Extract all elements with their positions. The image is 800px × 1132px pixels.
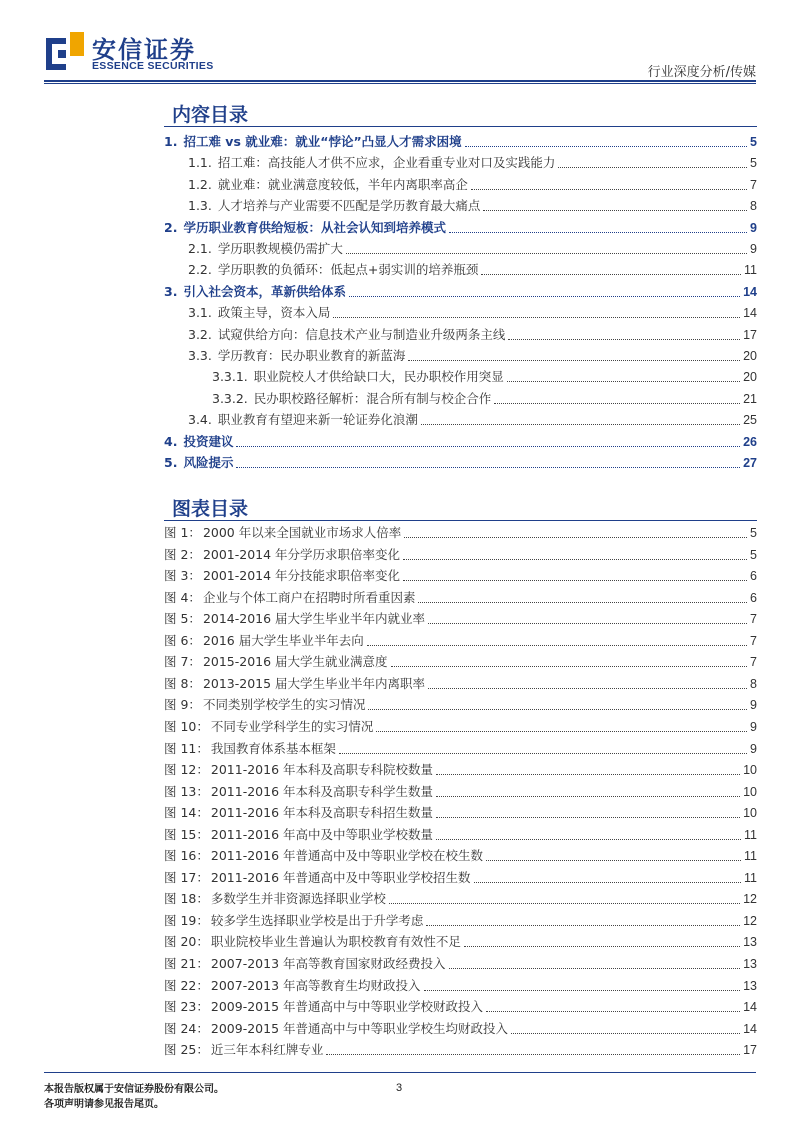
entry-title: 职业院校毕业生普遍认为职校教育有效性不足 (210, 934, 461, 949)
entry-title: 2007-2013 年高等教育国家财政经费投入 (210, 956, 446, 971)
toc-entry[interactable] (164, 219, 757, 237)
dot-leader (349, 296, 740, 297)
entry-page: 11 (744, 263, 757, 277)
entry-page: 8 (750, 199, 757, 213)
dot-leader (511, 1033, 740, 1034)
figure-entry[interactable] (164, 933, 757, 951)
entry-page: 11 (744, 828, 757, 842)
figure-entry[interactable] (164, 1041, 757, 1059)
toc-entry[interactable] (164, 433, 757, 451)
entry-number: 1.1. (188, 155, 212, 170)
toc-entry[interactable] (188, 347, 757, 365)
dot-leader (403, 559, 747, 560)
figure-entry[interactable] (164, 567, 757, 585)
dot-leader (236, 446, 740, 447)
entry-title: 企业与个体工商户在招聘时所看重因素 (202, 590, 416, 605)
entry-number: 3. (164, 284, 178, 299)
entry-title: 较多学生选择职业学校是出于升学考虑 (210, 913, 424, 928)
entry-number: 3.3.2. (212, 391, 248, 406)
entry-number: 图 19： (164, 913, 209, 928)
entry-page: 13 (743, 957, 757, 971)
entry-number: 图 5： (164, 611, 201, 626)
entry-number: 1.2. (188, 177, 212, 192)
dot-leader (436, 774, 740, 775)
figure-entry[interactable] (164, 696, 757, 714)
figure-entry[interactable] (164, 675, 757, 693)
dot-leader (436, 817, 740, 818)
toc-entry[interactable] (188, 197, 757, 215)
entry-page: 7 (750, 655, 757, 669)
entry-page: 12 (743, 892, 757, 906)
dot-leader (368, 709, 747, 710)
entry-number: 图 4： (164, 590, 201, 605)
entry-title: 我国教育体系基本框架 (210, 741, 336, 756)
page-number: 3 (396, 1082, 403, 1094)
entry-page: 10 (743, 785, 757, 799)
entry-number: 图 25： (164, 1042, 209, 1057)
entry-page: 8 (750, 677, 757, 691)
entry-number: 图 15： (164, 827, 209, 842)
figure-entry[interactable] (164, 804, 757, 822)
figures-title-rule (164, 520, 757, 521)
entry-title: 2000 年以来全国就业市场求人倍率 (202, 525, 402, 540)
dot-leader (558, 167, 747, 168)
entry-title: 不同专业学科学生的实习情况 (210, 719, 374, 734)
toc-entry[interactable] (164, 133, 757, 151)
dot-leader (486, 860, 741, 861)
entry-title: 2016 届大学生毕业半年去向 (202, 633, 364, 648)
entry-number: 3.3. (188, 348, 212, 363)
dot-leader (426, 925, 740, 926)
dot-leader (403, 580, 747, 581)
figure-entry[interactable] (164, 998, 757, 1016)
entry-number: 图 20： (164, 934, 209, 949)
dot-leader (389, 903, 740, 904)
entry-number: 图 21： (164, 956, 209, 971)
entry-page: 14 (743, 306, 757, 320)
entry-number: 3.4. (188, 412, 212, 427)
entry-number: 1. (164, 134, 178, 149)
brand-name-en: ESSENCE SECURITIES (92, 60, 214, 72)
dot-leader (428, 623, 747, 624)
toc-entry[interactable] (188, 304, 757, 322)
entry-page: 27 (743, 456, 757, 470)
dot-leader (418, 602, 747, 603)
entry-title: 2011-2016 年本科及高职专科学生数量 (210, 784, 433, 799)
entry-title: 风险提示 (183, 455, 234, 470)
entry-number: 图 17： (164, 870, 209, 885)
dot-leader (474, 882, 742, 883)
entry-number: 图 23： (164, 999, 209, 1014)
entry-title: 2001-2014 年分技能求职倍率变化 (202, 568, 401, 583)
entry-number: 图 7： (164, 654, 201, 669)
dot-leader (436, 839, 741, 840)
entry-number: 图 18： (164, 891, 209, 906)
dot-leader (404, 537, 747, 538)
entry-page: 7 (750, 634, 757, 648)
entry-title: 招工难：高技能人才供不应求，企业看重专业对口及实践能力 (217, 155, 556, 170)
entry-page: 14 (743, 1000, 757, 1014)
figure-entry[interactable] (164, 610, 757, 628)
figure-entry[interactable] (164, 783, 757, 801)
figure-entry[interactable] (164, 761, 757, 779)
entry-title: 人才培养与产业需要不匹配是学历教育最大痛点 (217, 198, 481, 213)
dot-leader (391, 666, 748, 667)
entry-title: 不同类别学校学生的实习情况 (202, 697, 366, 712)
entry-page: 14 (743, 285, 757, 299)
entry-page: 9 (750, 720, 757, 734)
header-divider-thin (44, 83, 756, 84)
entry-title: 职业院校人才供给缺口大，民办职校作用突显 (253, 369, 504, 384)
entry-number: 图 14： (164, 805, 209, 820)
figure-entry[interactable] (164, 912, 757, 930)
dot-leader (507, 381, 740, 382)
figure-entry[interactable] (164, 826, 757, 844)
entry-page: 12 (743, 914, 757, 928)
entry-number: 3.3.1. (212, 369, 248, 384)
disclaimer-notice: 各项声明请参见报告尾页。 (44, 1099, 164, 1110)
figure-entry[interactable] (164, 653, 757, 671)
dot-leader (436, 796, 740, 797)
entry-page: 17 (743, 1043, 757, 1057)
dot-leader (346, 253, 747, 254)
entry-title: 2001-2014 年分学历求职倍率变化 (202, 547, 401, 562)
figure-entry[interactable] (164, 955, 757, 973)
toc-entry[interactable] (212, 390, 757, 408)
figure-entry[interactable] (164, 890, 757, 908)
entry-title: 2011-2016 年本科及高职专科院校数量 (210, 762, 433, 777)
toc-entry[interactable] (164, 454, 757, 472)
dot-leader (424, 990, 741, 991)
dot-leader (367, 645, 747, 646)
dot-leader (483, 210, 747, 211)
toc-entry[interactable] (188, 411, 757, 429)
entry-title: 2007-2013 年高等教育生均财政投入 (210, 978, 421, 993)
figure-entry[interactable] (164, 740, 757, 758)
figure-entry[interactable] (164, 546, 757, 564)
entry-number: 3.1. (188, 305, 212, 320)
entry-number: 图 22： (164, 978, 209, 993)
entry-page: 7 (750, 612, 757, 626)
entry-title: 2015-2016 届大学生就业满意度 (202, 654, 388, 669)
dot-leader (428, 688, 747, 689)
dot-leader (421, 424, 740, 425)
dot-leader (376, 731, 747, 732)
entry-title: 试窥供给方向：信息技术产业与制造业升级两条主线 (217, 327, 506, 342)
entry-page: 9 (750, 242, 757, 256)
entry-page: 5 (750, 526, 757, 540)
toc-entry[interactable] (164, 283, 757, 301)
entry-title: 引入社会资本，革新供给体系 (183, 284, 346, 299)
header-divider (44, 80, 756, 82)
entry-title: 职业教育有望迎来新一轮证券化浪潮 (217, 412, 418, 427)
essence-logo-icon (44, 30, 86, 72)
toc-entry[interactable] (188, 176, 757, 194)
entry-number: 图 2： (164, 547, 201, 562)
figure-entry[interactable] (164, 869, 757, 887)
copyright-notice: 本报告版权属于安信证券股份有限公司。 (44, 1084, 224, 1095)
dot-leader (449, 968, 741, 969)
entry-number: 2.1. (188, 241, 212, 256)
entry-title: 学历职教规模仍需扩大 (217, 241, 343, 256)
entry-title: 2014-2016 届大学生毕业半年内就业率 (202, 611, 426, 626)
entry-title: 学历职业教育供给短板：从社会认知到培养模式 (183, 220, 446, 235)
entry-page: 17 (743, 328, 757, 342)
entry-page: 10 (743, 763, 757, 777)
entry-page: 5 (750, 135, 757, 149)
entry-page: 6 (750, 591, 757, 605)
entry-title: 招工难 vs 就业难：就业“悖论”凸显人才需求困境 (183, 134, 462, 149)
entry-title: 2009-2015 年普通高中与中等职业学校生均财政投入 (210, 1021, 508, 1036)
dot-leader (471, 189, 747, 190)
entry-title: 多数学生并非资源选择职业学校 (210, 891, 386, 906)
dot-leader (486, 1011, 740, 1012)
entry-title: 2011-2016 年高中及中等职业学校数量 (210, 827, 433, 842)
entry-number: 2. (164, 220, 178, 235)
entry-number: 图 10： (164, 719, 209, 734)
footer-divider (44, 1072, 756, 1073)
dot-leader (408, 360, 740, 361)
entry-title: 近三年本科红牌专业 (210, 1042, 324, 1057)
entry-page: 10 (743, 806, 757, 820)
entry-number: 图 3： (164, 568, 201, 583)
dot-leader (449, 232, 747, 233)
entry-number: 3.2. (188, 327, 212, 342)
contents-title-rule (164, 126, 757, 127)
dot-leader (494, 403, 740, 404)
entry-page: 11 (744, 849, 757, 863)
entry-page: 26 (743, 435, 757, 449)
figure-entry[interactable] (164, 589, 757, 607)
toc-entry[interactable] (212, 368, 757, 386)
entry-number: 5. (164, 455, 178, 470)
entry-page: 13 (743, 979, 757, 993)
toc-entry[interactable] (188, 154, 757, 172)
entry-title: 2011-2016 年本科及高职专科招生数量 (210, 805, 433, 820)
entry-page: 5 (750, 548, 757, 562)
entry-page: 9 (750, 221, 757, 235)
entry-page: 20 (743, 349, 757, 363)
entry-page: 9 (750, 698, 757, 712)
entry-number: 图 12： (164, 762, 209, 777)
figure-entry[interactable] (164, 632, 757, 650)
entry-title: 投资建议 (183, 434, 234, 449)
entry-title: 2011-2016 年普通高中及中等职业学校招生数 (210, 870, 471, 885)
dot-leader (236, 467, 740, 468)
toc-entry[interactable] (188, 261, 757, 279)
contents-title: 内容目录 (172, 104, 249, 126)
entry-title: 学历职教的负循环：低起点+弱实训的培养瓶颈 (217, 262, 479, 277)
entry-page: 25 (743, 413, 757, 427)
entry-number: 图 1： (164, 525, 201, 540)
entry-page: 11 (744, 871, 757, 885)
figures-title: 图表目录 (172, 498, 249, 520)
entry-title: 学历教育：民办职业教育的新蓝海 (217, 348, 406, 363)
brand-name-cn: 安信证券 (92, 36, 196, 64)
entry-page: 6 (750, 569, 757, 583)
toc-entry[interactable] (188, 240, 757, 258)
entry-number: 图 9： (164, 697, 201, 712)
figure-entry[interactable] (164, 718, 757, 736)
dot-leader (333, 317, 740, 318)
figure-entry[interactable] (164, 1020, 757, 1038)
entry-number: 1.3. (188, 198, 212, 213)
entry-number: 图 13： (164, 784, 209, 799)
dot-leader (481, 274, 741, 275)
entry-title: 2009-2015 年普通高中与中等职业学校财政投入 (210, 999, 483, 1014)
dot-leader (339, 753, 747, 754)
figure-entry[interactable] (164, 524, 757, 542)
entry-title: 政策主导，资本入局 (217, 305, 331, 320)
entry-title: 民办职校路径解析：混合所有制与校企合作 (253, 391, 492, 406)
entry-number: 图 8： (164, 676, 201, 691)
entry-page: 20 (743, 370, 757, 384)
dot-leader (326, 1054, 740, 1055)
entry-title: 2011-2016 年普通高中及中等职业学校在校生数 (210, 848, 483, 863)
figure-entry[interactable] (164, 977, 757, 995)
entry-page: 5 (750, 156, 757, 170)
entry-page: 9 (750, 742, 757, 756)
entry-number: 图 11： (164, 741, 209, 756)
entry-number: 图 16： (164, 848, 209, 863)
entry-number: 图 6： (164, 633, 201, 648)
dot-leader (465, 146, 747, 147)
entry-number: 4. (164, 434, 178, 449)
figure-entry[interactable] (164, 847, 757, 865)
entry-page: 14 (743, 1022, 757, 1036)
entry-number: 图 24： (164, 1021, 209, 1036)
entry-title: 就业难：就业满意度较低，半年内离职率高企 (217, 177, 468, 192)
entry-number: 2.2. (188, 262, 212, 277)
report-category: 行业深度分析/传媒 (647, 65, 756, 80)
dot-leader (464, 946, 740, 947)
entry-page: 7 (750, 178, 757, 192)
entry-page: 13 (743, 935, 757, 949)
toc-entry[interactable] (188, 326, 757, 344)
dot-leader (508, 339, 740, 340)
entry-page: 21 (743, 392, 757, 406)
entry-title: 2013-2015 届大学生毕业半年内离职率 (202, 676, 426, 691)
